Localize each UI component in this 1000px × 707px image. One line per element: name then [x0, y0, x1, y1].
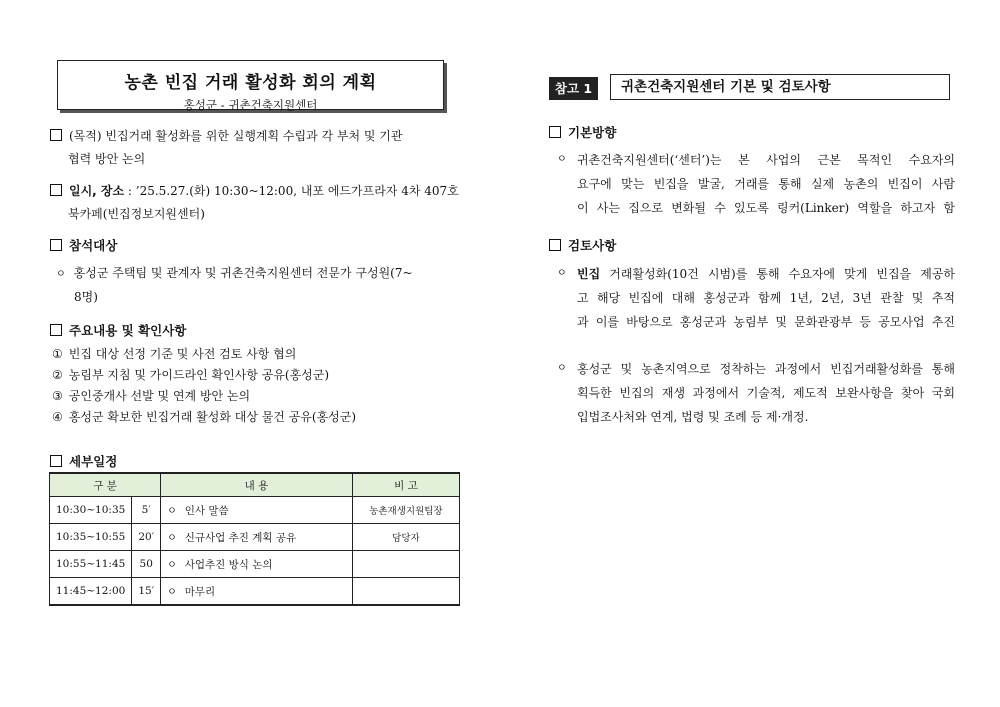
schedule-header-note: 비 고	[352, 473, 459, 497]
basic-line: 요구에 맞는 빈집을 발굴, 거래를 통해 실제 농촌의 빈집이 사람	[577, 177, 955, 191]
checkbox-square-icon	[549, 239, 561, 251]
review1-line: 고 해당 빈집에 대해 홍성군과 함께 1년, 2년, 3년 관찰 및 추적	[577, 291, 955, 305]
basic-direction-heading	[549, 123, 616, 141]
datetime-section	[50, 180, 470, 226]
schedule-table	[49, 472, 460, 606]
agenda-heading-text: 주요내용 및 확인사항	[69, 323, 187, 338]
schedule-duration: 20′	[132, 524, 161, 551]
table-row	[50, 551, 460, 578]
schedule-content-text: 신규사업 추진 계획 공유	[184, 532, 297, 544]
agenda-item	[52, 386, 356, 407]
checkbox-square-icon	[549, 126, 561, 138]
reference-title: 귀촌건축지원센터 기본 및 검토사항	[610, 74, 950, 100]
agenda-list	[52, 344, 356, 428]
reference-badge: 참고 1	[549, 77, 598, 100]
bullet-circle-icon: ㅇ	[167, 533, 177, 544]
basic-line: 이 사는 집으로 변화될 수 있도록 링커(Linker) 역할을 하고자 함	[577, 201, 955, 215]
agenda-item-text: 농림부 지침 및 가이드라인 확인사항 공유(홍성군)	[68, 368, 330, 382]
schedule-header-category: 구 분	[50, 473, 161, 497]
agenda-item-number: ②	[52, 368, 63, 382]
schedule-time: 10:55~11:45	[50, 551, 132, 578]
datetime-line-1: : ’25.5.27.(화) 10:30~12:00, 내포 에드가프라자 4차 407호	[124, 184, 459, 198]
schedule-duration: 50	[132, 551, 161, 578]
checkbox-square-icon	[50, 239, 62, 251]
schedule-time: 10:30~10:35	[50, 497, 132, 524]
bullet-circle-icon: ㅇ	[167, 506, 177, 517]
bullet-circle-icon: ㅇ	[167, 560, 177, 571]
table-row	[50, 497, 460, 524]
schedule-header-content: 내 용	[161, 473, 353, 497]
attendees-heading	[50, 236, 117, 254]
agenda-item-number: ③	[52, 389, 63, 403]
bullet-circle-icon: ㅇ	[56, 269, 66, 280]
schedule-time: 10:35~10:55	[50, 524, 132, 551]
checkbox-square-icon	[50, 324, 62, 336]
schedule-heading-text: 세부일정	[69, 454, 118, 469]
table-row	[50, 578, 460, 606]
checkbox-square-icon	[50, 184, 62, 196]
agenda-item-text: 홍성군 확보한 빈집거래 활성화 대상 물건 공유(홍성군)	[68, 410, 357, 424]
agenda-item-text: 공인중개사 선발 및 연계 방안 논의	[68, 389, 251, 403]
schedule-note: 농촌재생지원팀장	[352, 497, 459, 524]
bullet-circle-icon: ㅇ	[557, 363, 567, 374]
bullet-circle-icon: ㅇ	[557, 154, 567, 165]
schedule-duration: 15′	[132, 578, 161, 606]
review2-line: 입법조사처와 연계, 법령 및 조례 등 제·개정.	[577, 410, 809, 424]
review-item-1	[557, 262, 955, 334]
datetime-line-2: 북카페(빈집정보지원센터)	[68, 207, 205, 221]
attendees-text	[56, 262, 456, 309]
agenda-item	[52, 365, 356, 386]
basic-line: 귀촌건축지원센터(‘센터’)는 본 사업의 근본 목적인 수요자의	[577, 153, 955, 167]
schedule-heading	[50, 452, 117, 470]
agenda-heading	[50, 321, 186, 339]
purpose-section	[50, 125, 470, 171]
review1-bold: 빈집	[577, 267, 601, 281]
checkbox-square-icon	[50, 129, 62, 141]
schedule-duration: 5′	[132, 497, 161, 524]
schedule-content-text: 인사 말씀	[184, 505, 229, 517]
basic-direction-heading-text: 기본방향	[568, 125, 617, 140]
schedule-header-row	[50, 473, 460, 497]
attendees-line-2: 8명)	[74, 290, 98, 304]
schedule-note	[352, 551, 459, 578]
schedule-content-text: 사업추진 방식 논의	[184, 559, 273, 571]
agenda-item-number: ④	[52, 410, 63, 424]
review-item-2	[557, 357, 955, 429]
agenda-item-text: 빈집 대상 선정 기준 및 사전 검토 사항 협의	[68, 347, 297, 361]
bullet-circle-icon: ㅇ	[557, 268, 567, 279]
review-heading	[549, 236, 616, 254]
bullet-circle-icon: ㅇ	[167, 587, 177, 598]
attendees-line-1: 홍성군 주택팀 및 관계자 및 귀촌건축지원센터 전문가 구성원(7~	[73, 266, 413, 280]
datetime-label: 일시, 장소	[69, 184, 125, 198]
schedule-content	[161, 551, 353, 578]
schedule-note	[352, 578, 459, 606]
agenda-item-number: ①	[52, 347, 63, 361]
agenda-item	[52, 344, 356, 365]
table-row	[50, 524, 460, 551]
purpose-line-2: 협력 방안 논의	[68, 152, 146, 166]
review1-line-text: 거래활성화(10건 시범)를 통해 수요자에 맞게 빈집을 제공하	[600, 267, 955, 281]
agenda-item	[52, 407, 356, 428]
review-heading-text: 검토사항	[568, 238, 617, 253]
review2-line: 획득한 빈집의 재생 과정에서 기술적, 제도적 보완사항을 찾아 국회	[577, 386, 955, 400]
attendees-heading-text: 참석대상	[69, 238, 118, 253]
review1-line	[577, 262, 955, 286]
schedule-content	[161, 524, 353, 551]
document-title-box	[57, 60, 444, 110]
review1-line: 과 이를 바탕으로 홍성군과 농림부 및 문화관광부 등 공모사업 추진	[577, 315, 955, 329]
document-title: 농촌 빈집 거래 활성화 회의 계획	[124, 73, 377, 93]
review2-line: 홍성군 및 농촌지역으로 정착하는 과정에서 빈집거래활성화를 통해	[577, 362, 955, 376]
schedule-content-text: 마무리	[184, 586, 216, 598]
purpose-line-1: (목적) 빈집거래 활성화를 위한 실행계획 수립과 각 부처 및 기관	[69, 129, 403, 143]
document-subtitle: 홍성군 - 귀촌건축지원센터	[183, 98, 318, 112]
basic-direction-paragraph	[557, 148, 955, 220]
checkbox-square-icon	[50, 455, 62, 467]
schedule-content	[161, 578, 353, 606]
schedule-time: 11:45~12:00	[50, 578, 132, 606]
schedule-note: 담당자	[352, 524, 459, 551]
schedule-content	[161, 497, 353, 524]
